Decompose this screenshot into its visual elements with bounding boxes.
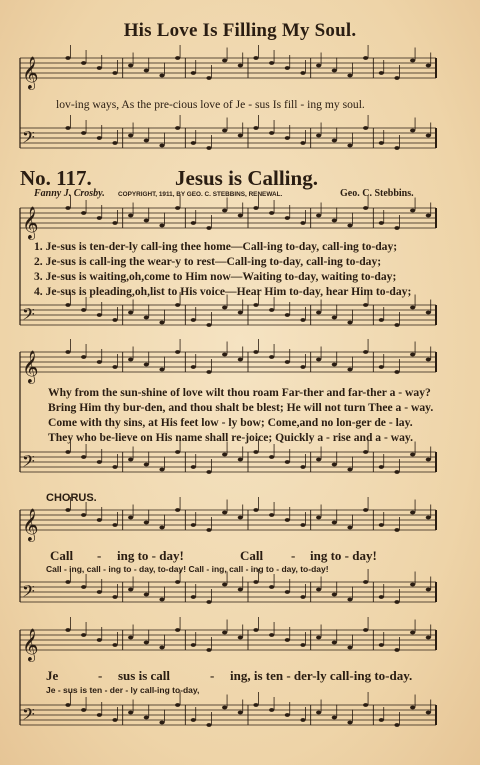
chorus-system-2-treble [20,617,436,662]
verse-system-2-treble [20,339,436,384]
chorus-word: - [210,668,215,683]
svg-text:𝄢: 𝄢 [22,451,35,475]
svg-text:𝄢: 𝄢 [22,704,35,728]
prev-hymn-title: His Love Is Filling My Soul. [123,20,357,41]
svg-text:𝄞: 𝄞 [22,628,39,661]
svg-text:𝄞: 𝄞 [22,206,39,239]
chorus-word: sus is call [118,668,171,683]
hymn-number: No. 117. [20,166,92,190]
chorus-word: Call [240,548,264,563]
chorus-word: - [98,668,103,683]
hymn-title: Jesus is Calling. [175,166,318,190]
chorus-word: Call [50,548,74,563]
verse-4-line-2: They who be-lieve on His name shall re-joice; Quickly a - rise and a - way. [48,431,413,444]
prev-hymn-system-bass [20,115,436,151]
prev-hymn-system-treble [20,45,436,90]
verse-system-1-treble [20,195,436,240]
hymn-copyright: COPYRIGHT, 1911, BY GEO. C. STEBBINS, RENEWAL. [118,191,283,198]
svg-text:𝄞: 𝄞 [22,350,39,383]
verse-1-line-1: 1. Je-sus is ten-der-ly call-ing thee home—Call-ing to-day, call-ing to-day; [34,240,398,253]
chorus-alto-line-1: Call - ing, call - ing to - day, to-day! Call - ing, call - ing to - day, to-day! [46,564,329,574]
verse-1-line-2: Why from the sun-shine of love wilt thou roam Far-ther and far-ther a - way? [48,386,431,399]
chorus-system-1-bass [20,569,436,605]
verse-4-line-1: 4. Je-sus is pleading,oh,list to His voice—Hear Him to-day, hear Him to-day; [34,285,412,298]
chorus-word: ing to - day! [310,548,377,563]
chorus-word: ing to - day! [117,548,184,563]
chorus-word: - [291,548,296,563]
chorus-alto-line-2: Je - sus is ten - der - ly call-ing to-day, [46,685,200,695]
svg-text:𝄢: 𝄢 [22,304,35,328]
chorus-label: CHORUS. [46,492,97,504]
verse-3-line-2: Come with thy sins, at His feet low - ly bow; Come,and no lon-ger de - lay. [48,416,413,429]
chorus-word: - [97,548,102,563]
chorus-word: Je [46,668,59,683]
verse-2-line-1: 2. Je-sus is call-ing the wear-y to rest—Call-ing to-day, call-ing to-day; [34,255,382,268]
prev-hymn-lyric: lov-ing ways, As the pre-cious love of Je - sus Is fill - ing my soul. [56,98,365,111]
verse-2-line-2: Bring Him thy bur-den, and thou shalt be blest; He will not turn Thee a - way. [48,401,434,414]
svg-text:𝄢: 𝄢 [22,581,35,605]
svg-text:𝄢: 𝄢 [22,127,35,151]
hymn-composer: Geo. C. Stebbins. [340,188,414,199]
verse-3-line-1: 3. Je-sus is waiting,oh,come to Him now—Waiting to-day, waiting to-day; [34,270,397,283]
svg-text:𝄞: 𝄞 [22,56,39,89]
verse-system-2-bass [20,439,436,475]
hymn-author: Fanny J. Crosby. [34,188,105,199]
svg-text:𝄞: 𝄞 [22,508,39,541]
chorus-system-2-bass [20,692,436,728]
chorus-word: ing, is ten - der-ly call-ing to-day. [230,668,413,683]
